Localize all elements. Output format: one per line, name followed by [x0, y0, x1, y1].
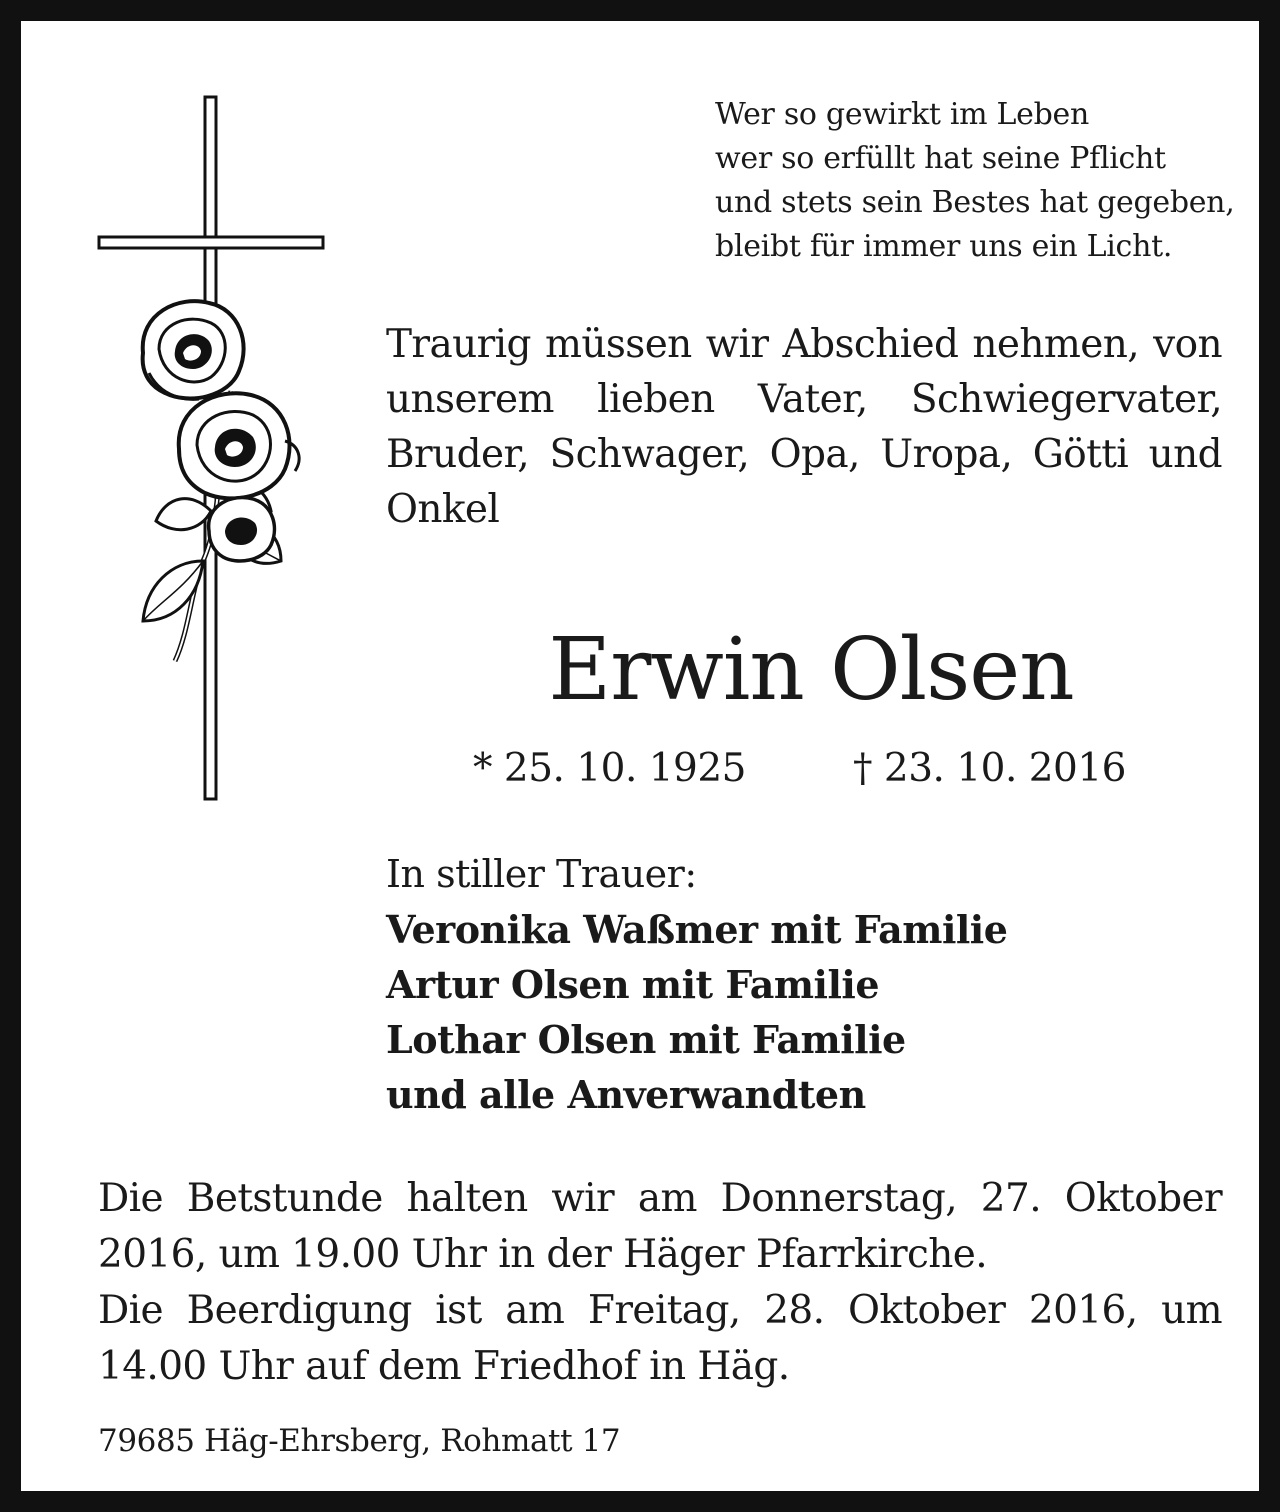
poem-line: bleibt für immer uns ein Licht. — [715, 229, 1173, 264]
mourner-name: Artur Olsen mit Familie — [386, 962, 880, 1007]
intro-text: Traurig müssen wir Abschied nehmen, von unserem lieben Vater, Schwiegervater, Bruder, Schwager, Opa, Uropa, Götti und Onkel — [386, 322, 1222, 532]
family-address: 79685 Häg-Ehrsberg, Rohmatt 17 — [98, 1423, 621, 1459]
poem-line: Wer so gewirkt im Leben — [715, 97, 1089, 132]
memorial-poem — [715, 93, 1235, 269]
funeral-text: Die Beerdigung ist am Freitag, 28. Oktober 2016, um 14.00 Uhr auf dem Friedhof in Häg. — [98, 1288, 1222, 1389]
mourner-name: und alle Anverwandten — [386, 1072, 866, 1117]
prayer-service-text: Die Betstunde halten wir am Donnerstag, 27. Oktober 2016, um 19.00 Uhr in der Häger Pfarrkirche. — [98, 1176, 1222, 1277]
mourner-name: Lothar Olsen mit Familie — [386, 1017, 906, 1062]
mourners-label: In stiller Trauer: — [386, 852, 697, 896]
cross-with-roses-icon — [81, 91, 341, 811]
death-date: † 23. 10. 2016 — [853, 746, 1126, 791]
mourners-section — [386, 847, 1246, 1122]
poem-line: und stets sein Bestes hat gegeben, — [715, 185, 1235, 220]
birth-date: * 25. 10. 1925 — [473, 746, 746, 791]
service-details — [98, 1171, 1222, 1395]
deceased-name: Erwin Olsen — [548, 620, 1074, 720]
mourner-name: Veronika Waßmer mit Familie — [386, 907, 1008, 952]
poem-line: wer so erfüllt hat seine Pflicht — [715, 141, 1166, 176]
